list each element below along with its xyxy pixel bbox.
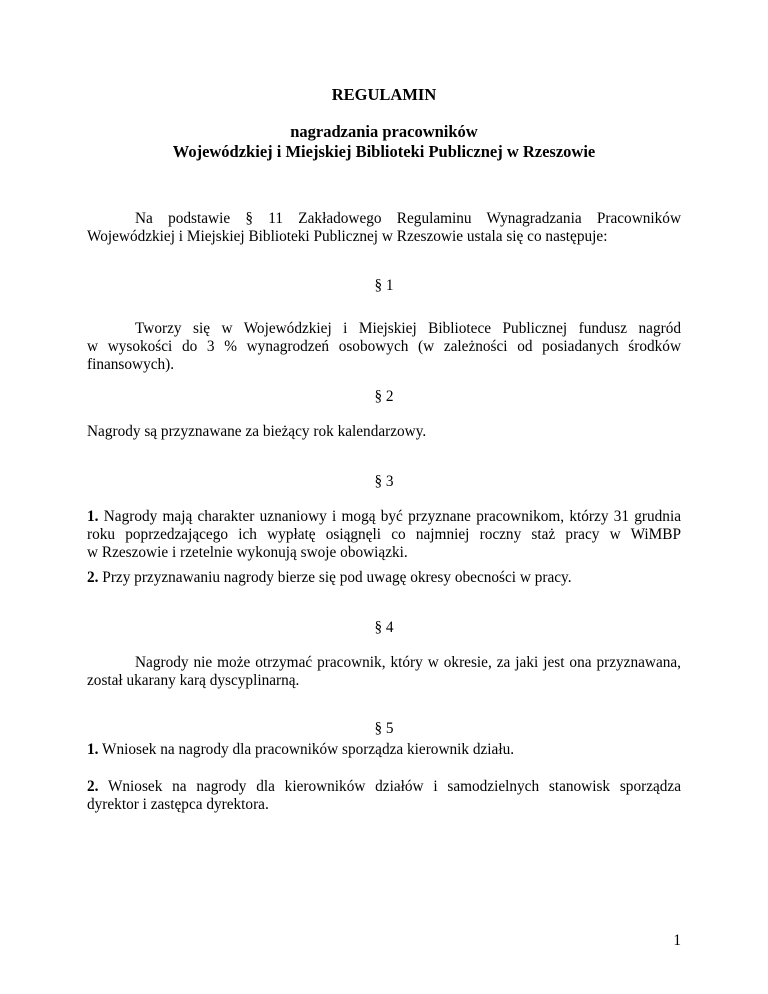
point-number: 2. [87,569,99,586]
section-heading-5: § 5 [374,720,394,737]
point-number: 1. [87,508,99,525]
section-5-point-2 [87,778,681,814]
section-heading-4: § 4 [374,619,394,636]
paragraph-line: Nagrody są przyznawane za bieżący rok kalendarzowy. [87,423,427,440]
intro-paragraph [87,210,681,246]
paragraph-line: finansowych). [87,356,175,373]
paragraph-text: Wniosek na nagrody dla pracowników sporządza kierownik działu. [98,741,515,758]
section-3-point-1 [87,508,681,562]
intro-line: Na podstawie § 11 Zakładowego Regulaminu Wynagradzania Pracowników [135,210,681,227]
paragraph-line [87,508,681,526]
document-subtitle-line1: nagradzania pracowników [290,122,478,141]
paragraph-line: Nagrody nie może otrzymać pracownik, który w okresie, za jaki jest ona przyznawana, [135,654,681,671]
section-heading-1: § 1 [374,277,394,294]
section-5-point-1 [87,741,681,759]
section-4-paragraph [87,654,681,690]
paragraph-line: w wysokości do 3 % wynagrodzeń osobowych (w zależności od posiadanych środków [87,338,681,355]
paragraph-line: dyrektor i zastępca dyrektora. [87,796,269,813]
paragraph-text: Przy przyznawaniu nagrody bierze się pod uwagę okresy obecności w pracy. [98,569,572,586]
point-number: 2. [87,778,99,795]
paragraph-line [87,778,681,796]
paragraph-text: Wniosek na nagrody dla kierowników działów i samodzielnych stanowisk sporządza [98,778,681,795]
paragraph-line: w Rzeszowie i rzetelnie wykonują swoje obowiązki. [87,544,408,561]
page-number: 1 [673,932,681,949]
document-subtitle-line2: Wojewódzkiej i Miejskiej Biblioteki Publicznej w Rzeszowie [172,142,596,161]
section-heading-3: § 3 [374,473,394,490]
section-1-paragraph [87,320,681,374]
paragraph-text: Nagrody mają charakter uznaniowy i mogą być przyznane pracownikom, którzy 31 grudnia [98,508,681,525]
section-3-point-2 [87,569,681,587]
paragraph-line: Tworzy się w Wojewódzkiej i Miejskiej Bibliotece Publicznej fundusz nagród [135,320,681,337]
section-2-paragraph [87,423,681,441]
paragraph-line: roku poprzedzającego ich wypłatę osiągnęli co najmniej roczny staż pracy w WiMBP [87,526,681,543]
point-number: 1. [87,741,99,758]
intro-line: Wojewódzkiej i Miejskiej Biblioteki Publicznej w Rzeszowie ustala się co następuje: [87,228,608,245]
paragraph-line [87,569,681,587]
section-heading-2: § 2 [374,388,394,405]
paragraph-line [87,741,681,759]
paragraph-line: został ukarany karą dyscyplinarną. [87,672,300,689]
document-title: REGULAMIN [331,85,437,104]
